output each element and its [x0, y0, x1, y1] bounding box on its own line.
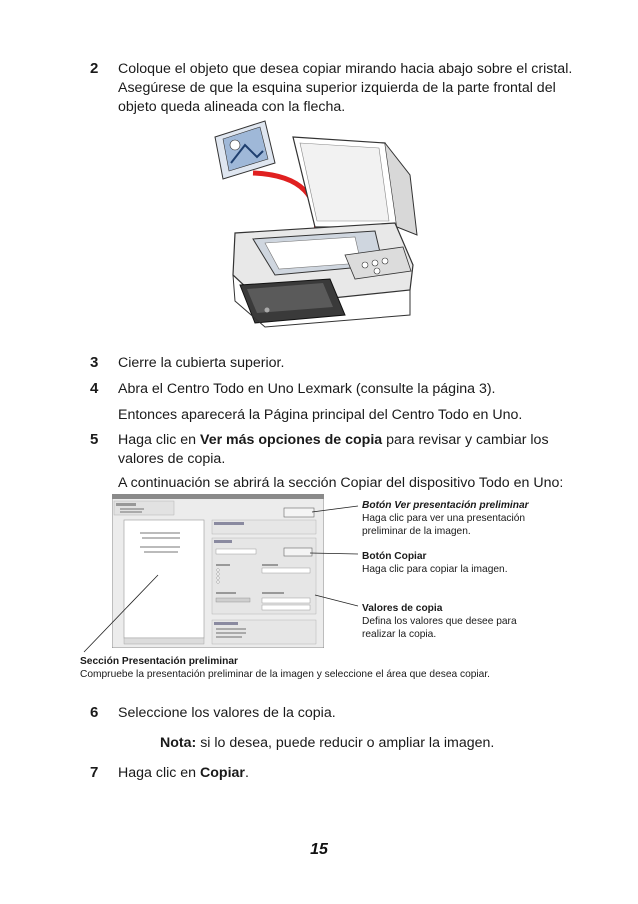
step-note: A continuación se abrirá la sección Copiar del dispositivo Todo en Uno:: [118, 475, 564, 491]
step-number: 6: [90, 704, 99, 721]
step-number: 7: [90, 764, 99, 781]
note-text: si lo desea, puede reducir o ampliar la imagen.: [196, 735, 495, 751]
step-text: Abra el Centro Todo en Uno Lexmark (consulte la página 3).: [118, 381, 496, 397]
step-line: Asegúrese de que la esquina superior izquierda de la parte frontal del: [118, 80, 556, 96]
step-line: valores de copia.: [118, 451, 226, 467]
step-text-bold: Copiar: [200, 765, 245, 781]
callout-title: Sección Presentación preliminar: [80, 656, 238, 667]
callout-title: Botón Copiar: [362, 551, 427, 562]
callout-title: Botón Ver presentación preliminar: [362, 500, 529, 511]
step-text-pre: Haga clic en: [118, 765, 201, 781]
step-text-pre: Haga clic en: [118, 432, 201, 448]
callout-desc: realizar la copia.: [362, 629, 437, 640]
step-note: [160, 734, 494, 753]
callout-desc: Haga clic para copiar la imagen.: [362, 564, 508, 575]
callout-desc: Compruebe la presentación preliminar de la imagen y seleccione el área que desea copiar.: [80, 669, 491, 680]
callout-desc: Haga clic para ver una presentación: [362, 513, 526, 524]
callout-copy-values: [362, 602, 517, 641]
step-note: Entonces aparecerá la Página principal del Centro Todo en Uno.: [118, 407, 523, 423]
callout-preview-section: [80, 655, 490, 681]
callout-preview-button: [362, 499, 529, 538]
step-text: [118, 764, 249, 783]
callout-copy-button: [362, 550, 508, 576]
callout-desc: Defina los valores que desee para: [362, 616, 517, 627]
step-line: Coloque el objeto que desea copiar mirando hacia abajo sobre el cristal.: [118, 61, 573, 77]
step-text: Seleccione los valores de la copia.: [118, 705, 336, 721]
step-number: 3: [90, 354, 99, 371]
step-text-post: para revisar y cambiar los: [382, 432, 549, 448]
callout-title: Valores de copia: [362, 603, 443, 614]
step-text: Cierre la cubierta superior.: [118, 355, 285, 371]
step-number: 4: [90, 380, 99, 397]
note-label: Nota:: [160, 735, 197, 751]
callout-desc: preliminar de la imagen.: [362, 526, 471, 537]
step-number: 5: [90, 431, 99, 448]
page-number: 15: [310, 841, 328, 858]
step-number: 2: [90, 60, 99, 77]
step-text-post: .: [244, 765, 249, 781]
step-line: objeto queda alineada con la flecha.: [118, 99, 346, 115]
step-text-bold: Ver más opciones de copia: [200, 432, 383, 448]
